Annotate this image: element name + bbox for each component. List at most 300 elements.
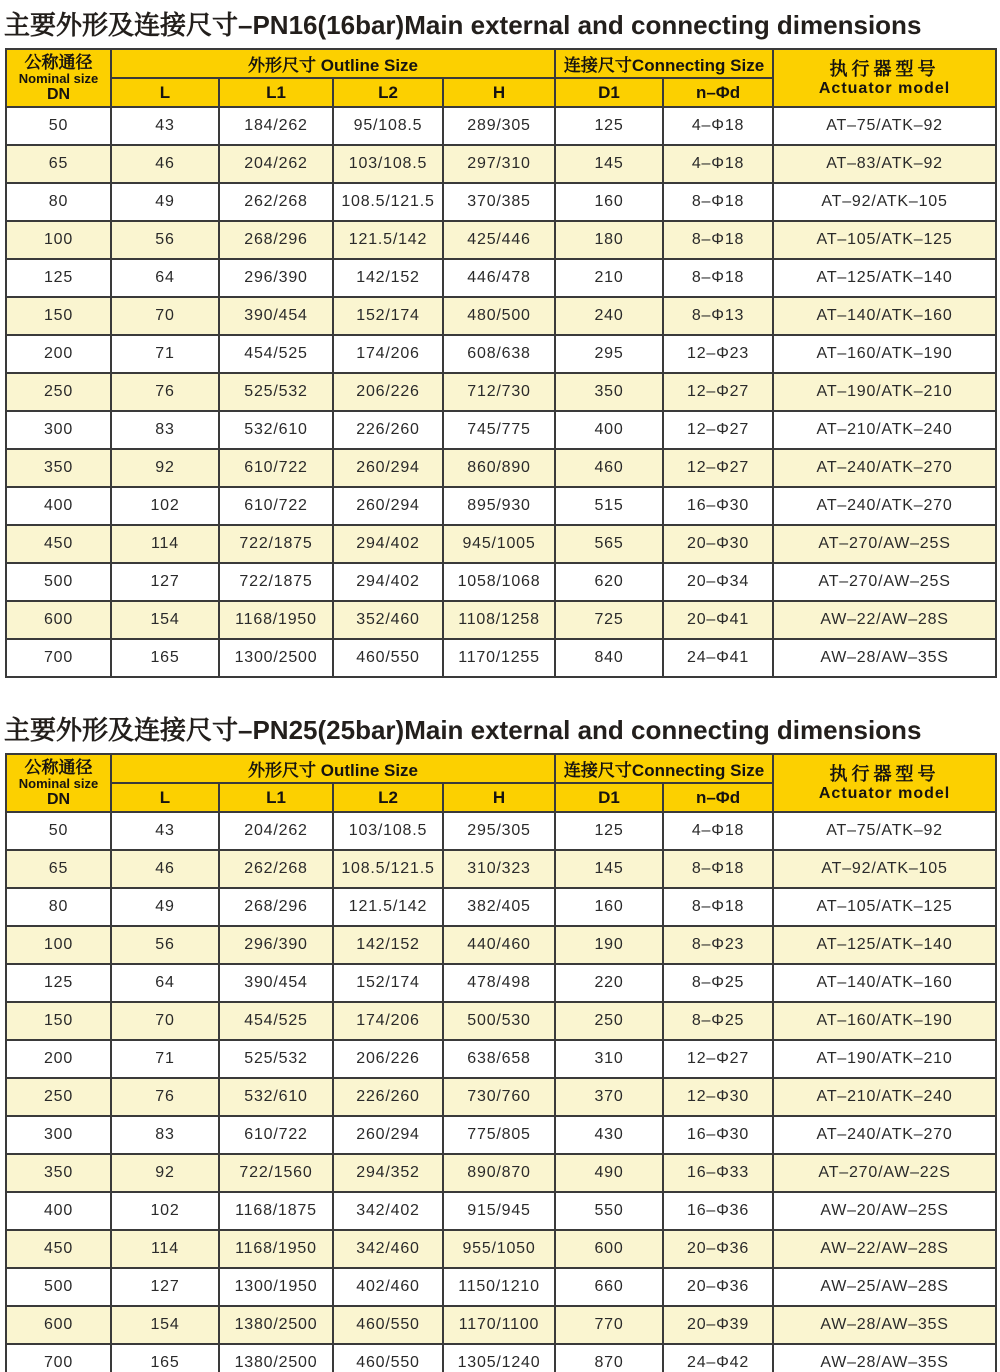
- table-cell: 915/945: [443, 1192, 555, 1230]
- column-header-L1: L1: [219, 78, 333, 107]
- table-row: [6, 850, 996, 888]
- table-cell: 450: [6, 1230, 111, 1268]
- table-cell: 56: [111, 221, 219, 259]
- table-cell: 1300/2500: [219, 639, 333, 677]
- table-cell: 454/525: [219, 1002, 333, 1040]
- table-cell: 296/390: [219, 259, 333, 297]
- table-cell: AW–25/AW–28S: [773, 1268, 996, 1306]
- table-cell: 114: [111, 1230, 219, 1268]
- table-cell: AT–160/ATK–190: [773, 335, 996, 373]
- table-cell: 294/402: [333, 563, 443, 601]
- table-cell: 725: [555, 601, 663, 639]
- table-cell: 160: [555, 183, 663, 221]
- table-row: [6, 487, 996, 525]
- table-row: [6, 888, 996, 926]
- table-cell: 700: [6, 639, 111, 677]
- table-cell: 460/550: [333, 1344, 443, 1372]
- pn16-table-header: [6, 49, 996, 107]
- table-cell: 430: [555, 1116, 663, 1154]
- table-cell: 100: [6, 926, 111, 964]
- table-cell: 550: [555, 1192, 663, 1230]
- actuator-model-header: [773, 49, 996, 107]
- table-cell: 125: [555, 812, 663, 850]
- table-cell: 350: [6, 449, 111, 487]
- table-cell: AW–22/AW–28S: [773, 1230, 996, 1268]
- table-cell: 1168/1875: [219, 1192, 333, 1230]
- table-cell: 152/174: [333, 297, 443, 335]
- table-cell: 108.5/121.5: [333, 183, 443, 221]
- table-cell: AT–83/ATK–92: [773, 145, 996, 183]
- table-cell: 206/226: [333, 1040, 443, 1078]
- table-cell: 610/722: [219, 449, 333, 487]
- table-row: [6, 221, 996, 259]
- table-cell: 478/498: [443, 964, 555, 1002]
- table-row: [6, 373, 996, 411]
- table-cell: 76: [111, 1078, 219, 1116]
- table-cell: 600: [6, 1306, 111, 1344]
- actuator-model-cn-label: 执行器型号: [829, 764, 940, 784]
- table-cell: 24–Φ42: [663, 1344, 773, 1372]
- table-cell: 145: [555, 145, 663, 183]
- column-header-n-d: n–Φd: [663, 783, 773, 812]
- table-cell: 300: [6, 1116, 111, 1154]
- table-row: [6, 1192, 996, 1230]
- table-row: [6, 926, 996, 964]
- table-cell: 480/500: [443, 297, 555, 335]
- table-cell: 71: [111, 1040, 219, 1078]
- table-cell: 12–Φ30: [663, 1078, 773, 1116]
- nominal-size-cn-label: 公称通径: [24, 53, 93, 72]
- actuator-model-en-label: Actuator model: [818, 80, 951, 97]
- table-cell: 70: [111, 297, 219, 335]
- table-cell: 100: [6, 221, 111, 259]
- table-cell: 446/478: [443, 259, 555, 297]
- table-cell: 206/226: [333, 373, 443, 411]
- table-row: [6, 1040, 996, 1078]
- table-cell: 80: [6, 888, 111, 926]
- table-cell: 454/525: [219, 335, 333, 373]
- table-cell: 8–Φ25: [663, 1002, 773, 1040]
- table-cell: 712/730: [443, 373, 555, 411]
- table-cell: 150: [6, 1002, 111, 1040]
- table-cell: AT–210/ATK–240: [773, 411, 996, 449]
- table-cell: 620: [555, 563, 663, 601]
- table-row: [6, 1002, 996, 1040]
- table-cell: 150: [6, 297, 111, 335]
- table-cell: 250: [6, 1078, 111, 1116]
- table-cell: 352/460: [333, 601, 443, 639]
- table-cell: 8–Φ18: [663, 259, 773, 297]
- table-cell: 127: [111, 563, 219, 601]
- table-cell: 289/305: [443, 107, 555, 145]
- table-row: [6, 107, 996, 145]
- table-cell: 600: [6, 601, 111, 639]
- table-cell: 525/532: [219, 1040, 333, 1078]
- table-cell: AT–140/ATK–160: [773, 297, 996, 335]
- table-row: [6, 411, 996, 449]
- table-cell: 200: [6, 1040, 111, 1078]
- table-cell: 1168/1950: [219, 1230, 333, 1268]
- pn16-dimensions-table: [5, 48, 997, 678]
- table-row: [6, 812, 996, 850]
- table-cell: 12–Φ27: [663, 411, 773, 449]
- table-cell: 722/1875: [219, 525, 333, 563]
- table-cell: 297/310: [443, 145, 555, 183]
- table-cell: AT–190/ATK–210: [773, 373, 996, 411]
- table-row: [6, 1078, 996, 1116]
- table-cell: 102: [111, 1192, 219, 1230]
- table-cell: 260/294: [333, 1116, 443, 1154]
- table-cell: 20–Φ30: [663, 525, 773, 563]
- table-cell: AT–105/ATK–125: [773, 888, 996, 926]
- table-cell: 460/550: [333, 639, 443, 677]
- table-cell: 12–Φ27: [663, 449, 773, 487]
- table-cell: 1168/1950: [219, 601, 333, 639]
- table-cell: 260/294: [333, 449, 443, 487]
- table-row: [6, 1154, 996, 1192]
- table-cell: 490: [555, 1154, 663, 1192]
- table-cell: 16–Φ33: [663, 1154, 773, 1192]
- table-cell: 43: [111, 107, 219, 145]
- table-cell: 76: [111, 373, 219, 411]
- table-cell: 49: [111, 888, 219, 926]
- table-cell: 608/638: [443, 335, 555, 373]
- table-cell: 890/870: [443, 1154, 555, 1192]
- table-cell: 64: [111, 259, 219, 297]
- column-header-L2: L2: [333, 783, 443, 812]
- table-cell: AT–240/ATK–270: [773, 487, 996, 525]
- table-cell: AT–210/ATK–240: [773, 1078, 996, 1116]
- table-cell: AT–270/AW–25S: [773, 563, 996, 601]
- outline-size-header: 外形尺寸 Outline Size: [111, 49, 555, 78]
- table-cell: 745/775: [443, 411, 555, 449]
- table-cell: AW–28/AW–35S: [773, 1306, 996, 1344]
- table-cell: 20–Φ34: [663, 563, 773, 601]
- table-cell: 20–Φ41: [663, 601, 773, 639]
- table-row: [6, 449, 996, 487]
- table-cell: AT–270/AW–22S: [773, 1154, 996, 1192]
- table-cell: 310: [555, 1040, 663, 1078]
- table-cell: 525/532: [219, 373, 333, 411]
- connecting-size-header: 连接尺寸Connecting Size: [555, 49, 773, 78]
- table-row: [6, 1268, 996, 1306]
- column-header-H: H: [443, 783, 555, 812]
- table-cell: 8–Φ18: [663, 850, 773, 888]
- table-cell: 200: [6, 335, 111, 373]
- table-cell: AT–75/ATK–92: [773, 107, 996, 145]
- table-cell: 92: [111, 449, 219, 487]
- table-cell: 1305/1240: [443, 1344, 555, 1372]
- table-cell: 402/460: [333, 1268, 443, 1306]
- table-cell: 660: [555, 1268, 663, 1306]
- table-cell: 83: [111, 411, 219, 449]
- table-cell: 16–Φ36: [663, 1192, 773, 1230]
- table-cell: 860/890: [443, 449, 555, 487]
- table-cell: 440/460: [443, 926, 555, 964]
- table-row: [6, 639, 996, 677]
- pn16-section-title: 主要外形及连接尺寸–PN16(16bar)Main external and connecting dimensions: [4, 10, 922, 40]
- table-cell: 1170/1100: [443, 1306, 555, 1344]
- table-cell: 20–Φ39: [663, 1306, 773, 1344]
- table-cell: AT–125/ATK–140: [773, 259, 996, 297]
- table-cell: 8–Φ13: [663, 297, 773, 335]
- table-cell: 103/108.5: [333, 812, 443, 850]
- table-cell: 204/262: [219, 812, 333, 850]
- table-cell: 610/722: [219, 1116, 333, 1154]
- column-header-n-d: n–Φd: [663, 78, 773, 107]
- table-row: [6, 964, 996, 1002]
- column-header-L1: L1: [219, 783, 333, 812]
- table-cell: 500/530: [443, 1002, 555, 1040]
- table-cell: 700: [6, 1344, 111, 1372]
- table-cell: 103/108.5: [333, 145, 443, 183]
- table-cell: 1380/2500: [219, 1344, 333, 1372]
- table-cell: 382/405: [443, 888, 555, 926]
- table-cell: 565: [555, 525, 663, 563]
- table-cell: 8–Φ23: [663, 926, 773, 964]
- table-cell: 4–Φ18: [663, 107, 773, 145]
- table-cell: 262/268: [219, 183, 333, 221]
- table-cell: 12–Φ27: [663, 1040, 773, 1078]
- table-row: [6, 1306, 996, 1344]
- table-cell: 210: [555, 259, 663, 297]
- table-cell: 1170/1255: [443, 639, 555, 677]
- table-cell: 610/722: [219, 487, 333, 525]
- table-cell: 226/260: [333, 1078, 443, 1116]
- table-cell: AT–125/ATK–140: [773, 926, 996, 964]
- table-cell: 1150/1210: [443, 1268, 555, 1306]
- table-cell: 204/262: [219, 145, 333, 183]
- table-cell: 46: [111, 145, 219, 183]
- table-cell: 46: [111, 850, 219, 888]
- table-cell: 142/152: [333, 259, 443, 297]
- table-cell: 342/402: [333, 1192, 443, 1230]
- table-cell: 95/108.5: [333, 107, 443, 145]
- table-cell: 49: [111, 183, 219, 221]
- table-cell: 260/294: [333, 487, 443, 525]
- table-cell: 1380/2500: [219, 1306, 333, 1344]
- table-cell: 8–Φ18: [663, 221, 773, 259]
- table-cell: 4–Φ18: [663, 145, 773, 183]
- column-header-D1: D1: [555, 78, 663, 107]
- column-header-H: H: [443, 78, 555, 107]
- table-cell: AW–28/AW–35S: [773, 639, 996, 677]
- actuator-model-en-label: Actuator model: [818, 785, 951, 802]
- table-cell: 268/296: [219, 888, 333, 926]
- table-cell: 92: [111, 1154, 219, 1192]
- outline-size-header: 外形尺寸 Outline Size: [111, 754, 555, 783]
- table-cell: 532/610: [219, 1078, 333, 1116]
- table-cell: 515: [555, 487, 663, 525]
- table-cell: 108.5/121.5: [333, 850, 443, 888]
- table-row: [6, 183, 996, 221]
- table-cell: 142/152: [333, 926, 443, 964]
- table-row: [6, 259, 996, 297]
- table-cell: 24–Φ41: [663, 639, 773, 677]
- table-cell: 500: [6, 563, 111, 601]
- table-cell: 895/930: [443, 487, 555, 525]
- table-cell: 8–Φ18: [663, 888, 773, 926]
- table-cell: 390/454: [219, 297, 333, 335]
- table-cell: AW–20/AW–25S: [773, 1192, 996, 1230]
- table-cell: 165: [111, 639, 219, 677]
- table-cell: 226/260: [333, 411, 443, 449]
- table-row: [6, 1344, 996, 1372]
- table-cell: 295: [555, 335, 663, 373]
- table-cell: 770: [555, 1306, 663, 1344]
- table-cell: 16–Φ30: [663, 1116, 773, 1154]
- table-cell: 400: [6, 487, 111, 525]
- table-cell: 174/206: [333, 335, 443, 373]
- table-cell: 56: [111, 926, 219, 964]
- table-cell: 722/1560: [219, 1154, 333, 1192]
- table-cell: 43: [111, 812, 219, 850]
- nominal-size-header: [6, 49, 111, 107]
- table-cell: 390/454: [219, 964, 333, 1002]
- table-cell: 638/658: [443, 1040, 555, 1078]
- connecting-size-header: 连接尺寸Connecting Size: [555, 754, 773, 783]
- table-cell: 730/760: [443, 1078, 555, 1116]
- table-cell: 350: [6, 1154, 111, 1192]
- table-row: [6, 563, 996, 601]
- table-row: [6, 297, 996, 335]
- table-cell: 240: [555, 297, 663, 335]
- table-cell: 955/1050: [443, 1230, 555, 1268]
- table-cell: 152/174: [333, 964, 443, 1002]
- table-cell: 400: [6, 1192, 111, 1230]
- table-cell: 350: [555, 373, 663, 411]
- table-row: [6, 335, 996, 373]
- table-cell: AT–270/AW–25S: [773, 525, 996, 563]
- table-cell: AT–105/ATK–125: [773, 221, 996, 259]
- table-cell: 83: [111, 1116, 219, 1154]
- table-cell: 184/262: [219, 107, 333, 145]
- table-cell: 296/390: [219, 926, 333, 964]
- table-cell: 20–Φ36: [663, 1268, 773, 1306]
- table-cell: 127: [111, 1268, 219, 1306]
- header-group-row: [6, 754, 996, 783]
- table-cell: 174/206: [333, 1002, 443, 1040]
- table-cell: 71: [111, 335, 219, 373]
- table-cell: AT–75/ATK–92: [773, 812, 996, 850]
- pn25-table-header: [6, 754, 996, 812]
- table-cell: 121.5/142: [333, 221, 443, 259]
- table-cell: 300: [6, 411, 111, 449]
- table-cell: AW–28/AW–35S: [773, 1344, 996, 1372]
- table-cell: 50: [6, 107, 111, 145]
- nominal-size-en-label: Nominal size: [18, 71, 99, 86]
- table-cell: 154: [111, 1306, 219, 1344]
- nominal-size-en-label: Nominal size: [18, 776, 99, 791]
- pn16-section: [0, 0, 1000, 678]
- table-cell: 370/385: [443, 183, 555, 221]
- table-cell: 294/402: [333, 525, 443, 563]
- table-cell: 165: [111, 1344, 219, 1372]
- table-cell: 50: [6, 812, 111, 850]
- table-cell: 532/610: [219, 411, 333, 449]
- table-cell: 600: [555, 1230, 663, 1268]
- table-cell: 125: [6, 964, 111, 1002]
- table-cell: 8–Φ18: [663, 183, 773, 221]
- table-cell: 190: [555, 926, 663, 964]
- table-cell: 1300/1950: [219, 1268, 333, 1306]
- pn25-table-body: [6, 812, 996, 1372]
- table-cell: 1058/1068: [443, 563, 555, 601]
- table-row: [6, 525, 996, 563]
- table-cell: 775/805: [443, 1116, 555, 1154]
- table-cell: 12–Φ27: [663, 373, 773, 411]
- column-header-L: L: [111, 783, 219, 812]
- table-cell: 370: [555, 1078, 663, 1116]
- nominal-size-header: [6, 754, 111, 812]
- table-cell: 840: [555, 639, 663, 677]
- table-cell: 125: [555, 107, 663, 145]
- table-cell: 250: [555, 1002, 663, 1040]
- table-cell: 65: [6, 145, 111, 183]
- table-cell: 145: [555, 850, 663, 888]
- table-cell: 4–Φ18: [663, 812, 773, 850]
- pn25-section: [0, 678, 1000, 1372]
- table-cell: 945/1005: [443, 525, 555, 563]
- pn16-table-body: [6, 107, 996, 677]
- nominal-size-cn-label: 公称通径: [24, 758, 93, 777]
- table-cell: 160: [555, 888, 663, 926]
- table-row: [6, 1116, 996, 1154]
- table-cell: 80: [6, 183, 111, 221]
- table-cell: 460/550: [333, 1306, 443, 1344]
- table-cell: 500: [6, 1268, 111, 1306]
- table-cell: 114: [111, 525, 219, 563]
- table-cell: 460: [555, 449, 663, 487]
- table-cell: 121.5/142: [333, 888, 443, 926]
- table-cell: 294/352: [333, 1154, 443, 1192]
- table-cell: 268/296: [219, 221, 333, 259]
- table-cell: 262/268: [219, 850, 333, 888]
- table-cell: AT–92/ATK–105: [773, 850, 996, 888]
- table-cell: 20–Φ36: [663, 1230, 773, 1268]
- table-cell: 16–Φ30: [663, 487, 773, 525]
- table-cell: 70: [111, 1002, 219, 1040]
- table-cell: AW–22/AW–28S: [773, 601, 996, 639]
- pn25-section-title: 主要外形及连接尺寸–PN25(25bar)Main external and connecting dimensions: [4, 715, 922, 745]
- header-group-row: [6, 49, 996, 78]
- table-cell: 154: [111, 601, 219, 639]
- table-cell: 102: [111, 487, 219, 525]
- table-cell: 180: [555, 221, 663, 259]
- table-cell: 1108/1258: [443, 601, 555, 639]
- table-cell: 295/305: [443, 812, 555, 850]
- table-cell: AT–160/ATK–190: [773, 1002, 996, 1040]
- table-cell: 8–Φ25: [663, 964, 773, 1002]
- column-header-L: L: [111, 78, 219, 107]
- nominal-size-dn-label: DN: [46, 86, 71, 103]
- table-row: [6, 601, 996, 639]
- table-cell: AT–240/ATK–270: [773, 1116, 996, 1154]
- table-cell: AT–240/ATK–270: [773, 449, 996, 487]
- table-cell: 12–Φ23: [663, 335, 773, 373]
- table-cell: AT–190/ATK–210: [773, 1040, 996, 1078]
- actuator-model-header: [773, 754, 996, 812]
- table-row: [6, 1230, 996, 1268]
- table-cell: 220: [555, 964, 663, 1002]
- table-row: [6, 145, 996, 183]
- table-cell: 400: [555, 411, 663, 449]
- table-cell: 450: [6, 525, 111, 563]
- nominal-size-dn-label: DN: [46, 791, 71, 808]
- table-cell: 65: [6, 850, 111, 888]
- column-header-L2: L2: [333, 78, 443, 107]
- table-cell: 125: [6, 259, 111, 297]
